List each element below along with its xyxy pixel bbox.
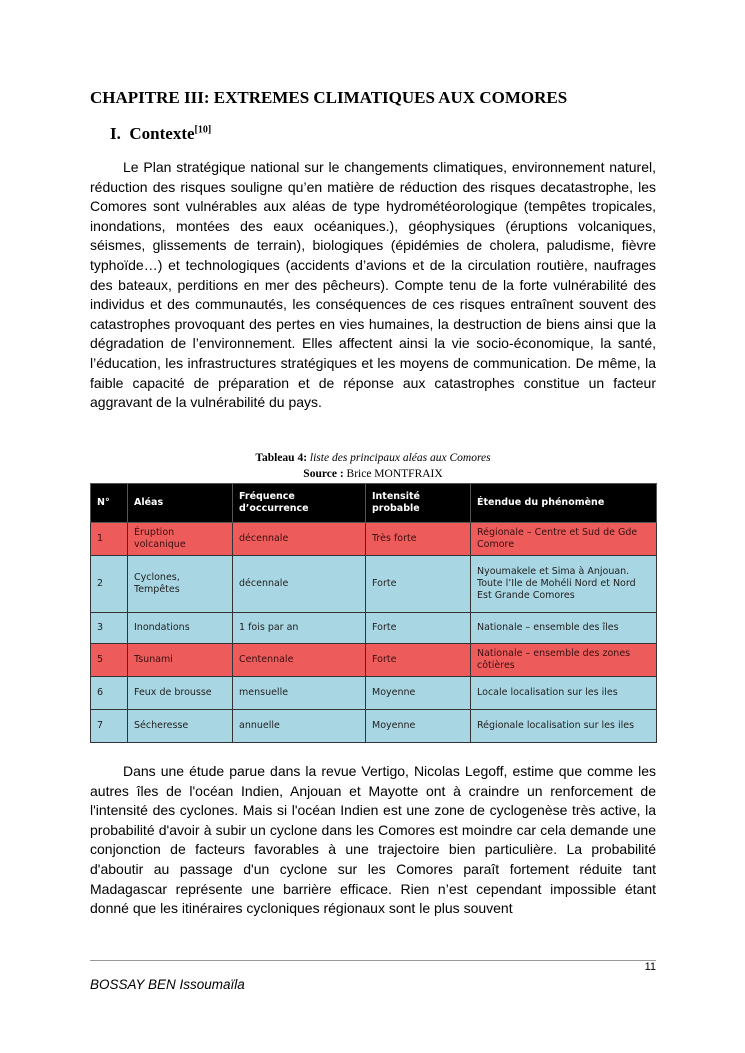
paragraph-cyclones: Dans une étude parue dans la revue Vertigo, Nicolas Legoff, estime que comme les autres îles de l'océan Indien, Anjouan et Mayotte ont à craindre un renforcement de l'intensité des cyclones. Mais si l'océan Indien est une zone de cyclogenèse très active, la probabilité d'avoir à subir un cyclone dans les Comores est moindre car cela demande une conjonction de facteurs favorables à une trajectoire bien particulière. La probabilité d'aboutir au passage d'un cyclone sur les Comores paraît fortement réduite tant Madagascar représente une barrière efficace. Rien n’est cependant impossible étant donné que les itinéraires cycloniques régionaux sont le plus souvent <box>90 763 656 917</box>
footer-divider <box>90 960 656 961</box>
cell-extent: Régionale localisation sur les iles <box>471 710 657 743</box>
hazards-table <box>90 483 657 743</box>
cell-hazard: Cyclones, Tempêtes <box>128 556 233 613</box>
cell-hazard: Tsunami <box>128 644 233 677</box>
paragraph-context: Le Plan stratégique national sur le changements climatiques, environnement naturel, réduction des risques souligne qu’en matière de réduction des risques decatastrophe, les Comores sont vulnérables aux aléas de type hydrométéorologique (tempêtes tropicales, inondations, montées des eaux océaniques.), géophysiques (éruptions volcaniques, séismes, glissements de terrain), biologiques (épidémies de cholera, paludisme, fièvre typhoïde…) et technologiques (accidents d’avions et de la circulation routière, naufrages des bateaux, perditions en mer des pêcheurs). Compte tenu de la forte vulnérabilité des individus et des communautés, les conséquences de ces risques entraînent souvent des catastrophes provoquant des pertes en vies humaines, la destruction de biens ainsi que la dégradation de l’environnement. Elles affectent ainsi la vie socio-économique, la santé, l’éducation, les infrastructures stratégiques et les moyens de communication. De même, la faible capacité de préparation et de réponse aux catastrophes constitue un facteur aggravant de la vulnérabilité du pays. <box>90 159 656 411</box>
cell-hazard: Feux de brousse <box>128 677 233 710</box>
table-row <box>91 677 657 710</box>
cell-hazard: Éruption volcanique <box>128 523 233 556</box>
table-row <box>91 523 657 556</box>
cell-extent: Nationale – ensemble des zones côtières <box>471 644 657 677</box>
header-hazard: Aléas <box>128 484 233 523</box>
cell-frequency: annuelle <box>233 710 366 743</box>
chapter-title: CHAPITRE III: EXTREMES CLIMATIQUES AUX COMORES <box>90 88 568 107</box>
page-number: 11 <box>644 961 656 973</box>
table-label: Tableau 4: <box>255 452 308 464</box>
cell-hazard: Inondations <box>128 613 233 644</box>
cell-extent: Régionale – Centre et Sud de Gde Comore <box>471 523 657 556</box>
cell-number: 1 <box>91 523 128 556</box>
section-title: Contexte <box>129 124 195 143</box>
header-frequency: Fréquence d’occurrence <box>233 484 366 523</box>
cell-intensity: Forte <box>366 644 471 677</box>
cell-number: 6 <box>91 677 128 710</box>
cell-frequency: décennale <box>233 556 366 613</box>
table-header-row <box>91 484 657 523</box>
cell-hazard: Sécheresse <box>128 710 233 743</box>
table-title: liste des principaux aléas aux Comores <box>309 452 491 464</box>
cell-frequency: décennale <box>233 523 366 556</box>
cell-frequency: 1 fois par an <box>233 613 366 644</box>
table-row <box>91 710 657 743</box>
cell-intensity: Forte <box>366 556 471 613</box>
cell-number: 7 <box>91 710 128 743</box>
cell-number: 2 <box>91 556 128 613</box>
header-extent: Étendue du phénomène <box>471 484 657 523</box>
cell-extent: Nyoumakele et Sima à Anjouan. Toute l’Ile de Mohéli Nord et Nord Est Grande Comores <box>471 556 657 613</box>
cell-intensity: Forte <box>366 613 471 644</box>
header-intensity: Intensité probable <box>366 484 471 523</box>
source-value: Brice MONTFRAIX <box>346 468 443 480</box>
cell-frequency: Centennale <box>233 644 366 677</box>
table-row <box>91 644 657 677</box>
cell-extent: Locale localisation sur les iles <box>471 677 657 710</box>
header-number: N° <box>91 484 128 523</box>
section-reference: [10] <box>194 124 212 136</box>
table-row <box>91 556 657 613</box>
cell-intensity: Moyenne <box>366 677 471 710</box>
cell-number: 3 <box>91 613 128 644</box>
table-row <box>91 613 657 644</box>
section-number: I. <box>110 124 121 143</box>
cell-intensity: Très forte <box>366 523 471 556</box>
cell-number: 5 <box>91 644 128 677</box>
table-caption <box>90 450 656 482</box>
source-label: Source : <box>303 468 344 480</box>
cell-frequency: mensuelle <box>233 677 366 710</box>
section-heading <box>110 124 211 144</box>
cell-extent: Nationale – ensemble des îles <box>471 613 657 644</box>
cell-intensity: Moyenne <box>366 710 471 743</box>
footer-author: BOSSAY BEN Issoumaïla <box>90 977 245 992</box>
